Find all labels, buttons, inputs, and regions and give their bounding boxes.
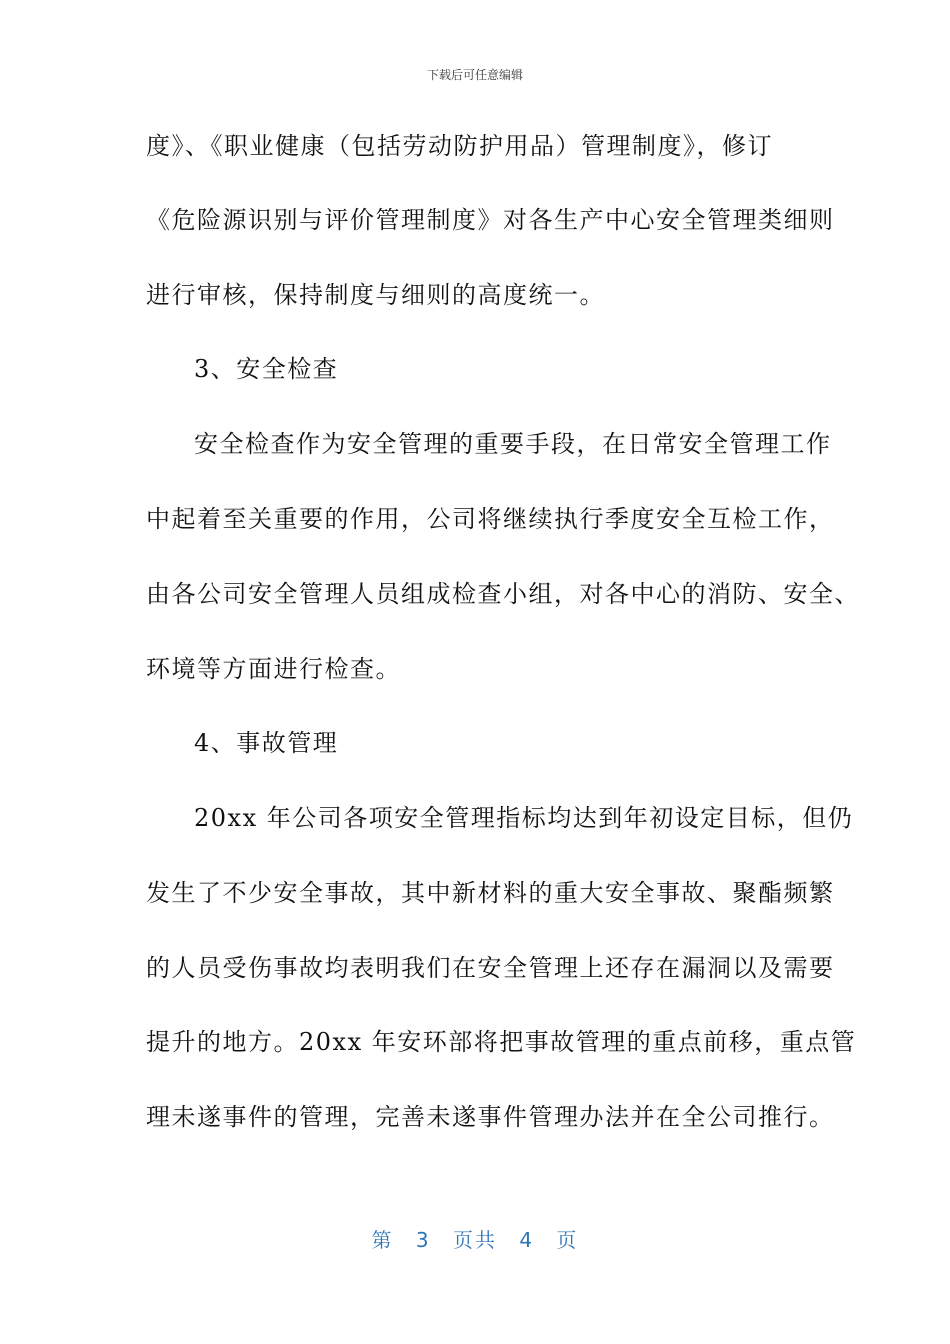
body-line: 环境等方面进行检查。	[146, 655, 401, 683]
section-heading: 3、安全检查	[194, 355, 339, 383]
page-number: 第 3 页共 4 页	[371, 1228, 579, 1252]
page-header: 下载后可任意编辑	[426, 68, 523, 82]
body-line: 20xx 年公司各项安全管理指标均达到年初设定目标，但仍	[194, 804, 854, 832]
body-line: 进行审核，保持制度与细则的高度统一。	[146, 281, 605, 309]
body-line: 度》、《职业健康（包括劳动防护用品）管理制度》，修订	[146, 132, 773, 160]
body-line: 安全检查作为安全管理的重要手段，在日常安全管理工作	[194, 430, 832, 458]
body-line: 由各公司安全管理人员组成检查小组，对各中心的消防、安全、	[146, 580, 860, 608]
section-heading: 4、事故管理	[194, 729, 339, 757]
body-line: 的人员受伤事故均表明我们在安全管理上还存在漏洞以及需要	[146, 954, 835, 982]
body-line: 理未遂事件的管理，完善未遂事件管理办法并在全公司推行。	[146, 1103, 835, 1131]
body-line: 中起着至关重要的作用，公司将继续执行季度安全互检工作，	[146, 505, 835, 533]
body-line: 提升的地方。20xx 年安环部将把事故管理的重点前移，重点管	[146, 1028, 857, 1056]
body-line: 《危险源识别与评价管理制度》对各生产中心安全管理类细则	[146, 206, 835, 234]
body-line: 发生了不少安全事故，其中新材料的重大安全事故、聚酯频繁	[146, 879, 835, 907]
